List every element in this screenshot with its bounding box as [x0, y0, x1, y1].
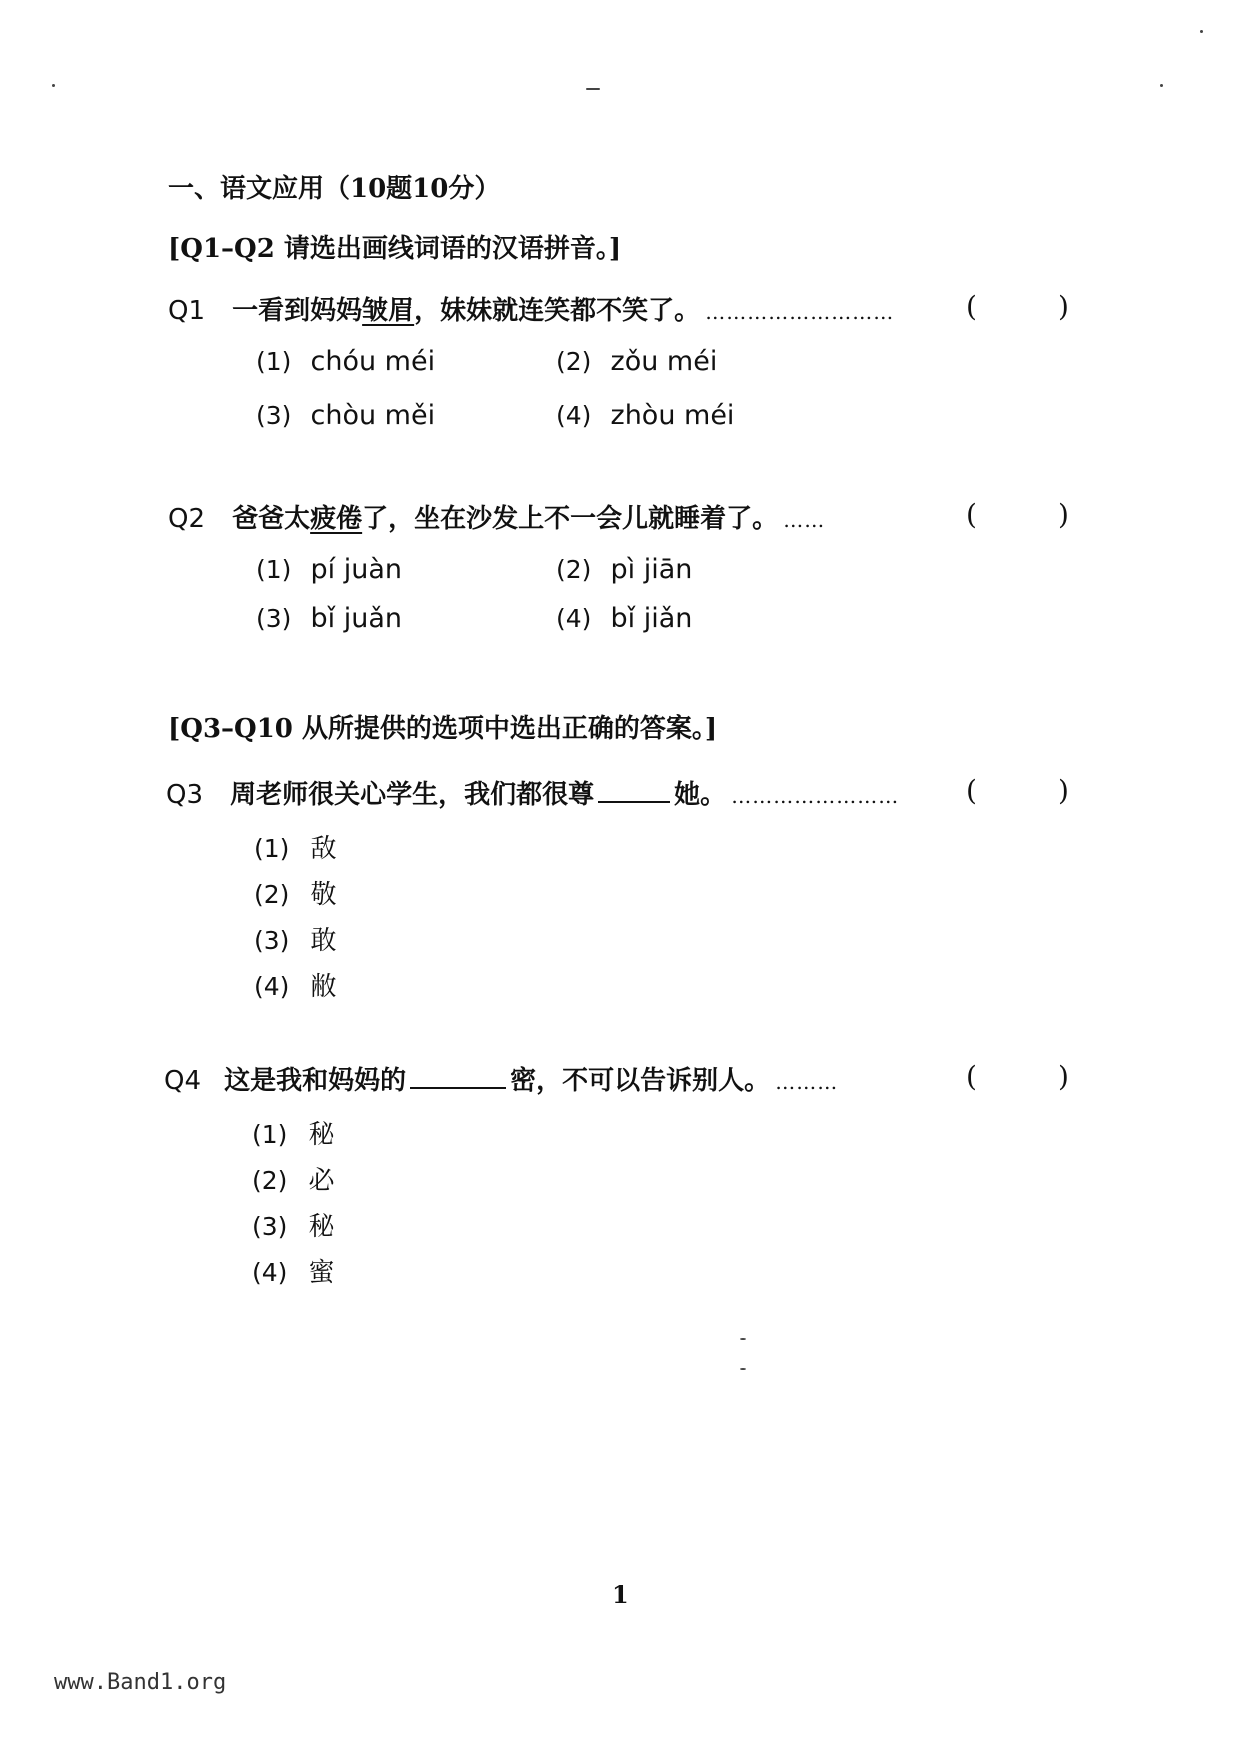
- scan-speck: [1200, 30, 1203, 33]
- page-number: 1: [612, 1580, 629, 1609]
- option-q3-1: (1) 敌: [254, 834, 337, 864]
- scan-speck: [1160, 84, 1163, 87]
- leader-dots: ……………………: [731, 784, 900, 808]
- question-q3: [166, 774, 899, 811]
- leader-dots: ……: [783, 508, 826, 532]
- question-q1: [168, 290, 894, 327]
- option-q1-4: (4) zhòu méi: [556, 400, 735, 431]
- scan-speck: [52, 84, 55, 87]
- option-q3-2: (2) 敬: [254, 880, 337, 910]
- underlined-word: 疲倦: [310, 504, 363, 534]
- option-q1-1: (1) chóu méi: [256, 346, 436, 377]
- fill-blank[interactable]: [598, 800, 670, 803]
- option-q4-3: (3) 秘: [252, 1212, 335, 1242]
- option-q3-4: (4) 敝: [254, 972, 337, 1002]
- option-q1-3: (3) chòu měi: [256, 400, 436, 431]
- footer-url[interactable]: www.Band1.org: [54, 1670, 227, 1695]
- answer-paren-open: (: [966, 290, 977, 323]
- answer-paren-open: (: [966, 498, 977, 531]
- question-number: Q4: [164, 1066, 202, 1096]
- option-q4-2: (2) 必: [252, 1166, 335, 1196]
- underlined-word: 皱眉: [362, 296, 415, 326]
- question-text: 爸爸太疲倦了，坐在沙发上不一会儿就睡着了。: [232, 504, 779, 534]
- option-q4-1: (1) 秘: [252, 1120, 335, 1150]
- option-q2-1: (1) pí juàn: [256, 554, 403, 585]
- answer-paren-close: ): [1058, 290, 1069, 323]
- scan-speck: [740, 1338, 746, 1340]
- question-text: 这是我和妈妈的 密，不可以告诉别人。: [224, 1066, 771, 1096]
- instruction-q1-q2: [Q1–Q2 请选出画线词语的汉语拼音。]: [168, 234, 622, 264]
- question-number: Q3: [166, 780, 204, 810]
- answer-paren-open: (: [966, 774, 977, 807]
- leader-dots: ………………………: [705, 300, 895, 324]
- fill-blank[interactable]: [410, 1086, 506, 1089]
- question-number: Q1: [168, 296, 206, 326]
- question-text: 一看到妈妈皱眉，妹妹就连笑都不笑了。: [232, 296, 701, 326]
- option-q3-3: (3) 敢: [254, 926, 337, 956]
- answer-paren-close: ): [1058, 498, 1069, 531]
- option-q4-4: (4) 蜜: [252, 1258, 335, 1288]
- question-number: Q2: [168, 504, 206, 534]
- leader-dots: ………: [775, 1070, 839, 1094]
- question-text: 周老师很关心学生，我们都很尊 她。: [230, 780, 727, 810]
- option-q2-3: (3) bǐ juǎn: [256, 603, 403, 634]
- instruction-q3-q10: [Q3–Q10 从所提供的选项中选出正确的答案。]: [168, 714, 718, 744]
- answer-paren-open: (: [966, 1060, 977, 1093]
- option-q2-2: (2) pì jiān: [556, 554, 693, 585]
- answer-paren-close: ): [1058, 774, 1069, 807]
- option-q2-4: (4) bǐ jiǎn: [556, 603, 693, 634]
- option-q1-2: (2) zǒu méi: [556, 346, 718, 377]
- scan-speck: [740, 1368, 746, 1370]
- question-q2: [168, 498, 825, 535]
- section-title: 一、语文应用（10题10分）: [168, 174, 501, 204]
- answer-paren-close: ): [1058, 1060, 1069, 1093]
- scan-speck: [586, 88, 600, 90]
- question-q4: [164, 1060, 838, 1097]
